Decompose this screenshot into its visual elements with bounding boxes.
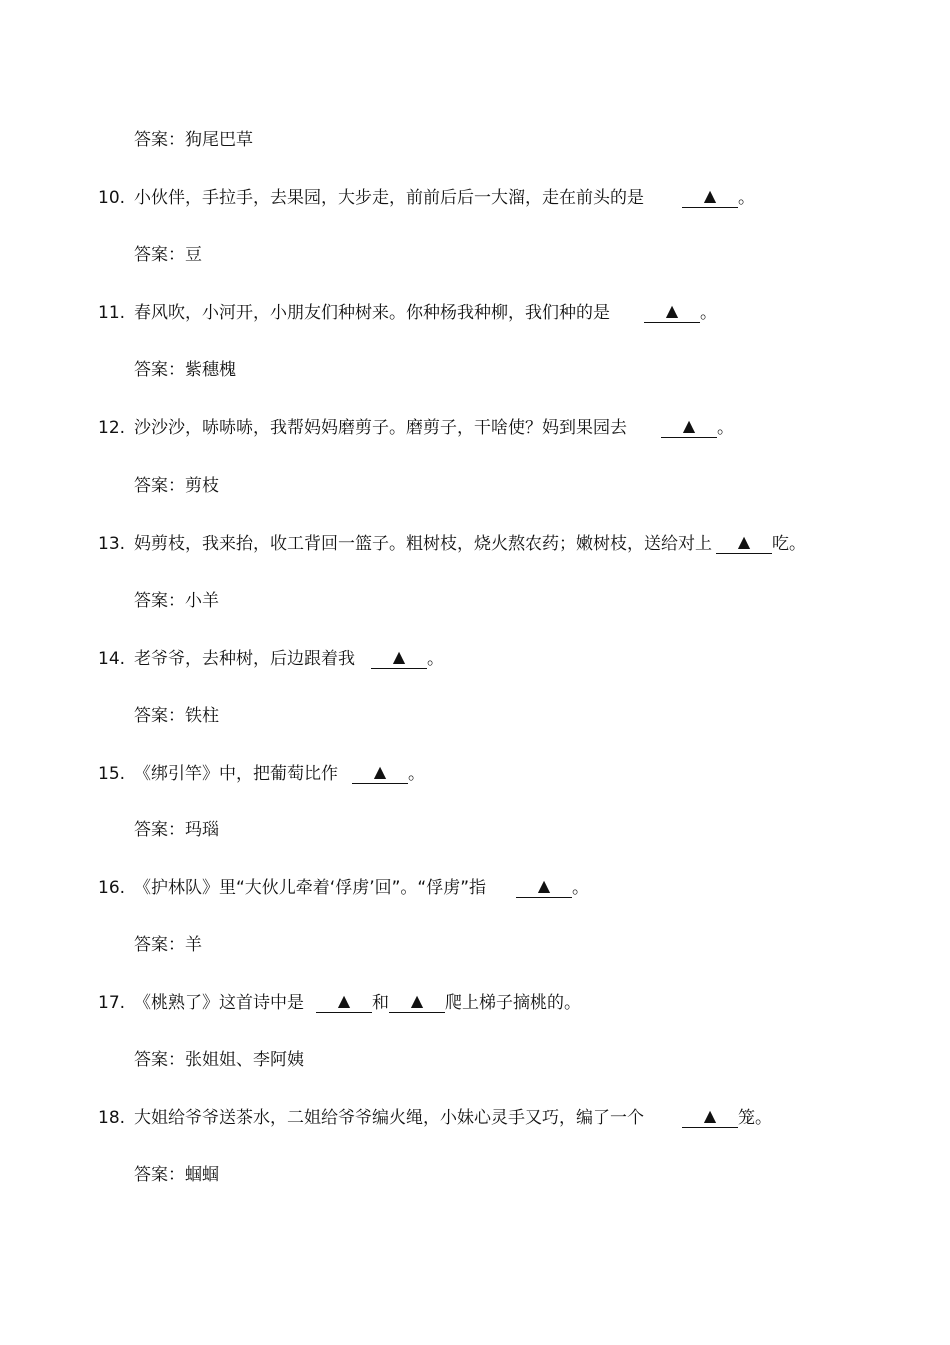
answer-16 bbox=[134, 933, 202, 957]
answer-label: 答案： bbox=[134, 935, 185, 955]
answer-blank-1: ▲ bbox=[316, 992, 372, 1013]
answer-label: 答案： bbox=[134, 1050, 185, 1070]
answer-label: 答案： bbox=[134, 706, 185, 726]
answer-15 bbox=[134, 818, 219, 842]
question-number: 18. bbox=[98, 1108, 126, 1128]
question-end: 。 bbox=[717, 418, 734, 438]
question-text: 沙沙沙，哧哧哧，我帮妈妈磨剪子。磨剪子，干啥使？妈到果园去 bbox=[134, 418, 627, 438]
answer-text: 张姐姐、李阿姨 bbox=[185, 1050, 304, 1070]
answer-label: 答案： bbox=[134, 591, 185, 611]
answer-blank: ▲ bbox=[716, 533, 772, 554]
question-text: 《护林队》里“大伙儿牵着‘俘虏’回”。“俘虏”指 bbox=[134, 878, 487, 898]
question-number: 15. bbox=[98, 764, 126, 784]
answer-text: 铁柱 bbox=[185, 706, 219, 726]
question-mid: 和 bbox=[372, 993, 389, 1013]
question-number: 10. bbox=[98, 188, 126, 208]
question-text: 《桃熟了》这首诗中是 bbox=[134, 993, 304, 1013]
answer-14 bbox=[134, 704, 219, 728]
answer-label: 答案： bbox=[134, 476, 185, 496]
question-text: 小伙伴，手拉手，去果园，大步走，前前后后一大溜，走在前头的是 bbox=[134, 188, 644, 208]
question-16 bbox=[98, 876, 589, 900]
answer-label: 答案： bbox=[134, 245, 185, 265]
question-end: 。 bbox=[738, 188, 755, 208]
answer-12 bbox=[134, 474, 219, 498]
answer-label: 答案： bbox=[134, 1165, 185, 1185]
question-number: 16. bbox=[98, 878, 126, 898]
question-number: 14. bbox=[98, 649, 126, 669]
question-number: 13. bbox=[98, 534, 126, 554]
answer-text: 豆 bbox=[185, 245, 202, 265]
answer-blank: ▲ bbox=[352, 763, 408, 784]
answer-label: 答案： bbox=[134, 130, 185, 150]
answer-blank: ▲ bbox=[661, 417, 717, 438]
question-text: 妈剪枝，我来抬，收工背回一篮子。粗树枝，烧火熬农药；嫩树枝，送给对上 bbox=[134, 534, 712, 554]
question-number: 17. bbox=[98, 993, 126, 1013]
answer-blank: ▲ bbox=[516, 877, 572, 898]
question-text: 大姐给爷爷送茶水，二姐给爷爷编火绳，小妹心灵手又巧，编了一个 bbox=[134, 1108, 644, 1128]
question-end: 。 bbox=[408, 764, 425, 784]
answer-text: 狗尾巴草 bbox=[185, 130, 253, 150]
answer-text: 剪枝 bbox=[185, 476, 219, 496]
answer-9 bbox=[134, 128, 253, 152]
answer-text: 小羊 bbox=[185, 591, 219, 611]
question-end: 。 bbox=[700, 303, 717, 323]
answer-18 bbox=[134, 1163, 219, 1187]
question-number: 12. bbox=[98, 418, 126, 438]
answer-text: 羊 bbox=[185, 935, 202, 955]
answer-13 bbox=[134, 589, 219, 613]
question-end: 吃。 bbox=[772, 534, 806, 554]
question-end: 爬上梯子摘桃的。 bbox=[445, 993, 581, 1013]
question-text: 老爷爷，去种树，后边跟着我 bbox=[134, 649, 355, 669]
question-13 bbox=[98, 532, 806, 556]
question-14 bbox=[98, 647, 444, 671]
answer-10 bbox=[134, 243, 202, 267]
question-12 bbox=[98, 416, 734, 440]
answer-blank: ▲ bbox=[682, 187, 738, 208]
question-number: 11. bbox=[98, 303, 126, 323]
answer-label: 答案： bbox=[134, 820, 185, 840]
question-15 bbox=[98, 762, 425, 786]
question-11 bbox=[98, 301, 717, 325]
question-end: 。 bbox=[427, 649, 444, 669]
answer-label: 答案： bbox=[134, 360, 185, 380]
question-18 bbox=[98, 1106, 772, 1130]
answer-blank-2: ▲ bbox=[389, 992, 445, 1013]
answer-text: 蝈蝈 bbox=[185, 1165, 219, 1185]
answer-text: 紫穗槐 bbox=[185, 360, 236, 380]
question-end: 。 bbox=[572, 878, 590, 898]
question-text: 春风吹，小河开，小朋友们种树来。你种杨我种柳，我们种的是 bbox=[134, 303, 610, 323]
question-end: 笼。 bbox=[738, 1108, 772, 1128]
answer-blank: ▲ bbox=[371, 648, 427, 669]
answer-blank: ▲ bbox=[644, 302, 700, 323]
answer-11 bbox=[134, 358, 236, 382]
answer-blank: ▲ bbox=[682, 1107, 738, 1128]
question-text: 《绑引竿》中，把葡萄比作 bbox=[134, 764, 338, 784]
question-17 bbox=[98, 991, 581, 1015]
question-10 bbox=[98, 186, 755, 210]
answer-text: 玛瑙 bbox=[185, 820, 219, 840]
answer-17 bbox=[134, 1048, 304, 1072]
